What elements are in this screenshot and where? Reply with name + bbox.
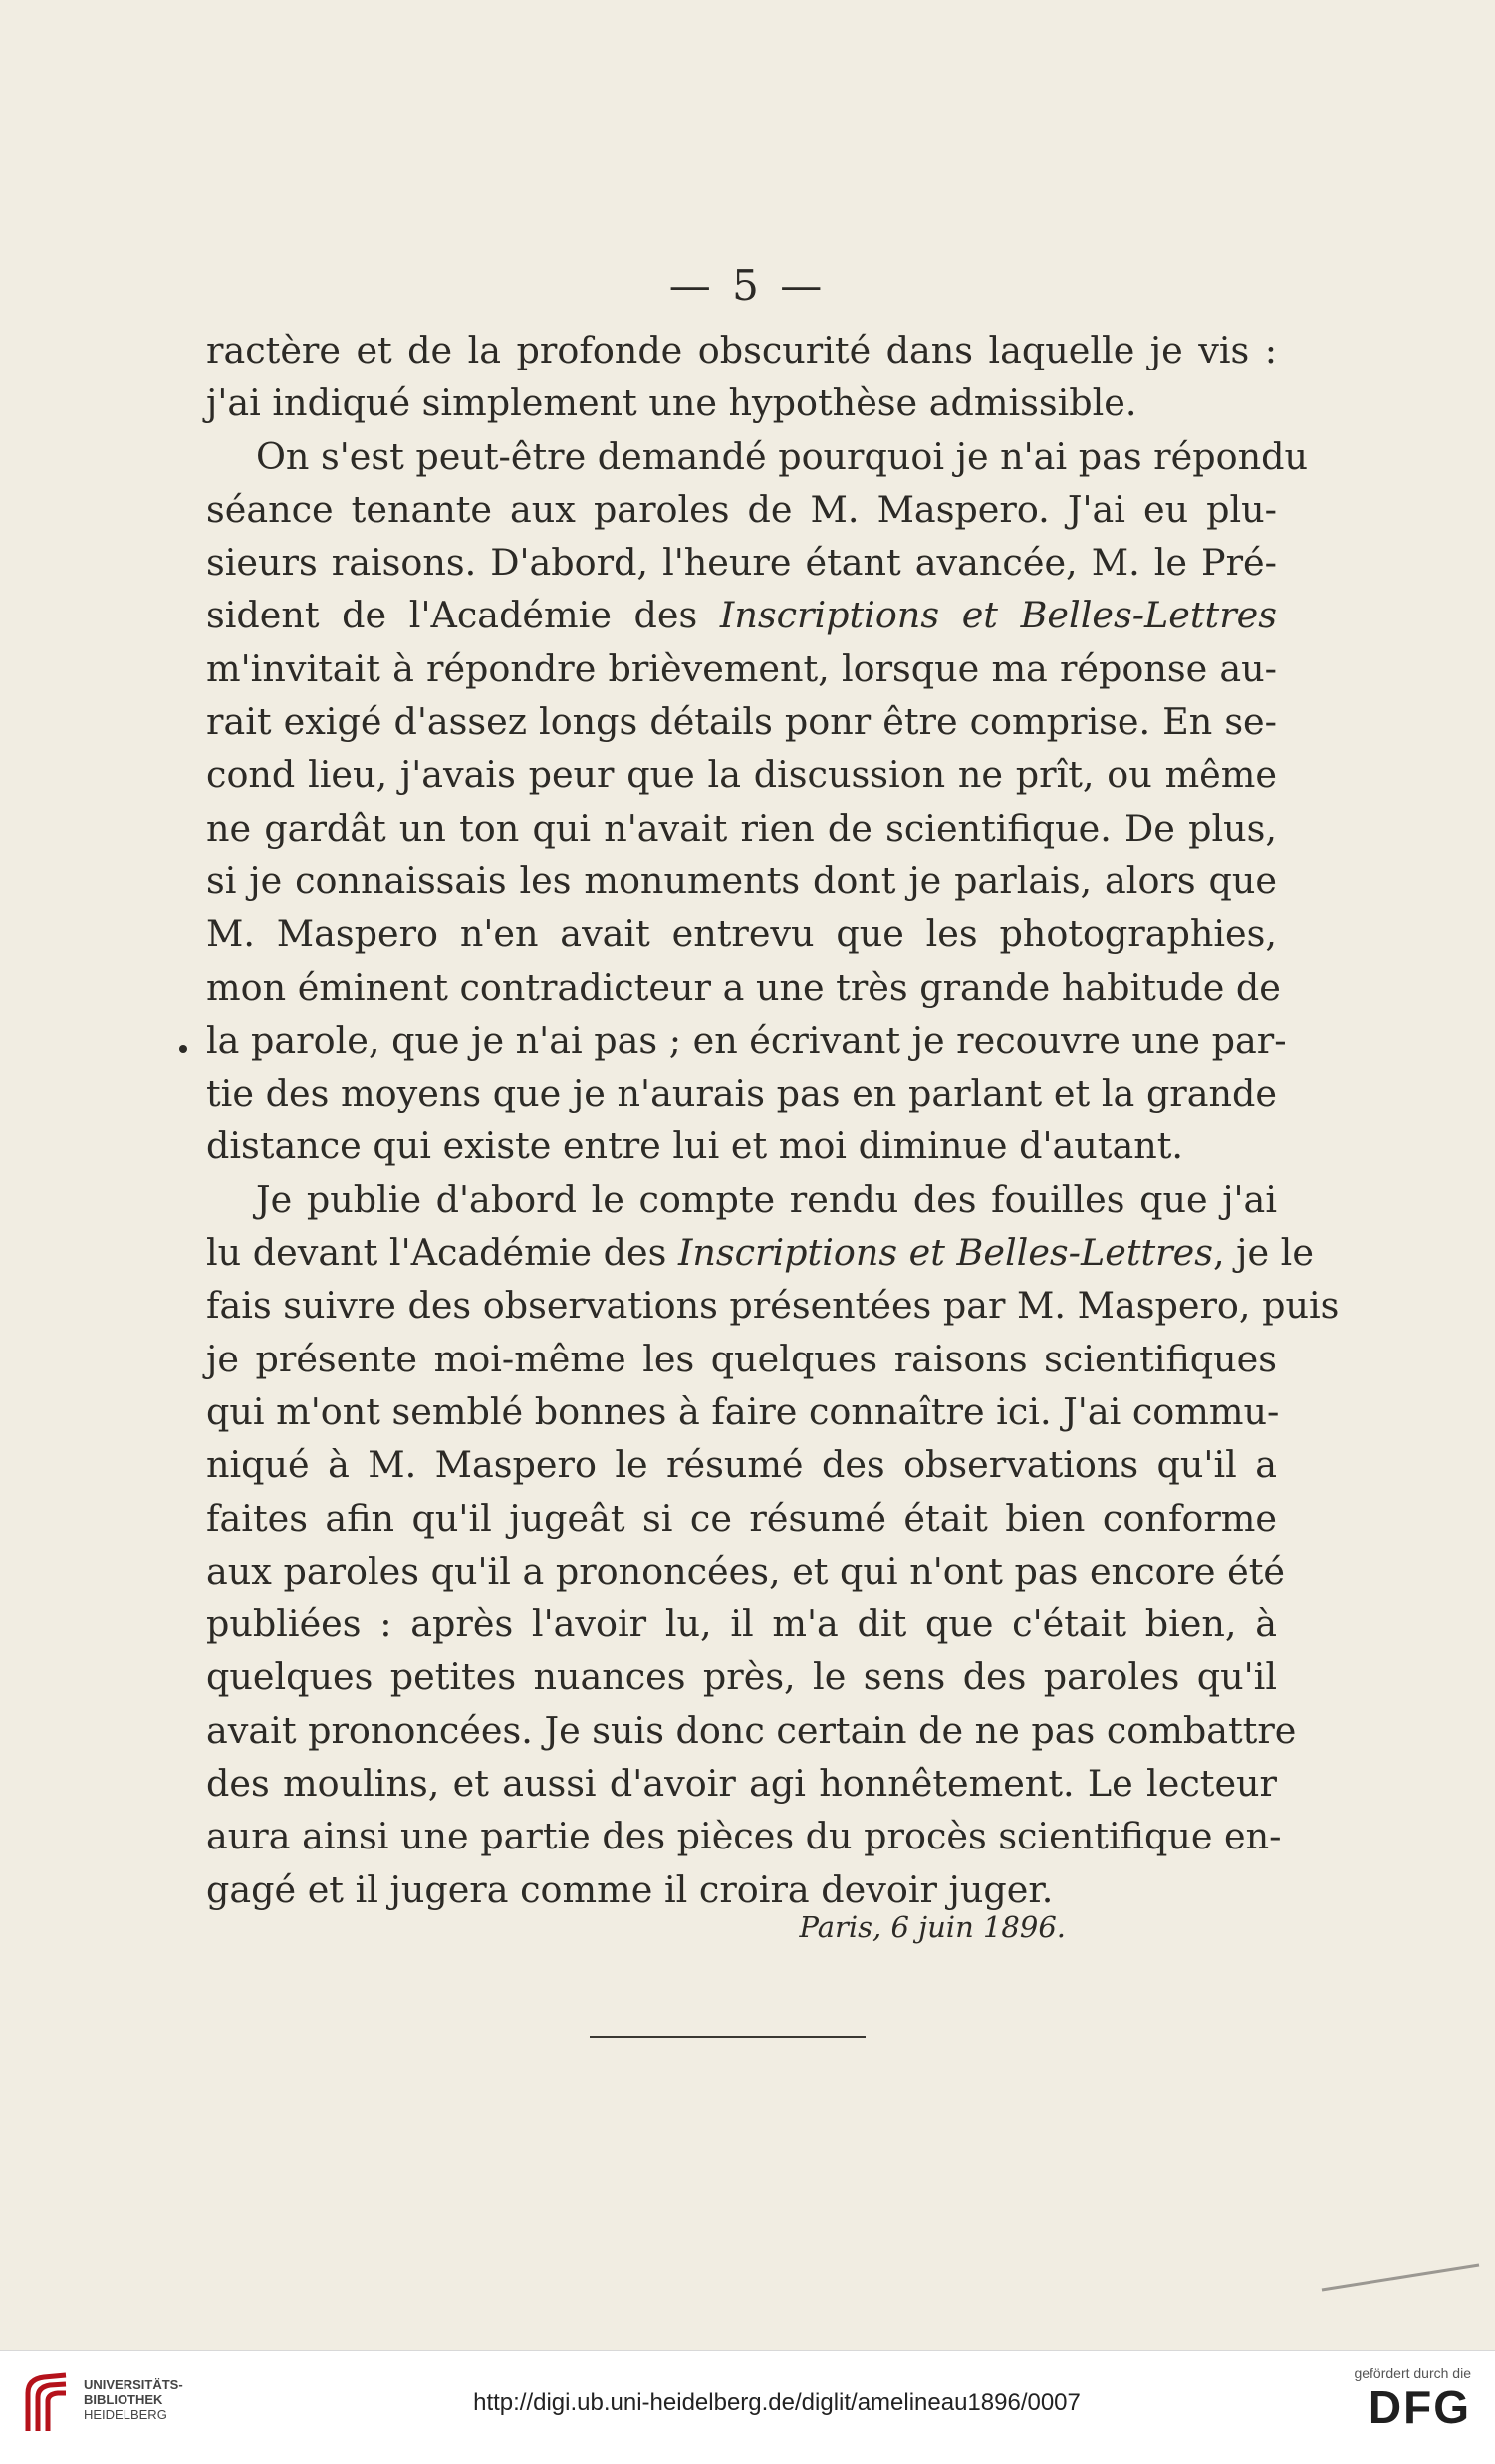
page-number: — 5 —: [668, 261, 827, 310]
text-line: tie des moyens que je n'aurais pas en parlant et la grande: [206, 1072, 1277, 1115]
text-line: si je connaissais les monuments dont je parlais, alors que: [206, 859, 1277, 902]
text-line: gagé et il jugera comme il croira devoir juger.: [206, 1867, 1054, 1911]
text-line: séance tenante aux paroles de M. Maspero. J'ai eu plu-: [206, 487, 1277, 531]
text-line: ne gardât un ton qui n'avait rien de scientifique. De plus,: [206, 806, 1277, 850]
text-line: ractère et de la profonde obscurité dans laquelle je vis :: [206, 329, 1277, 371]
bullet-mark: [179, 1045, 187, 1053]
closing-rule: [590, 2036, 866, 2038]
library-logo-icon: [22, 2371, 72, 2435]
footer-bar: [0, 2350, 1495, 2464]
text-line: des moulins, et aussi d'avoir agi honnêtement. Le lecteur: [206, 1762, 1277, 1806]
text-line: Je publie d'abord le compte rendu des fouilles que j'ai: [256, 1177, 1277, 1221]
text-line: aux paroles qu'il a prononcées, et qui n'ont pas encore été: [206, 1549, 1286, 1593]
text-line: j'ai indiqué simplement une hypothèse admissible.: [206, 381, 1137, 425]
text-line: M. Maspero n'en avait entrevu que les photographies,: [206, 912, 1277, 956]
text-line: mon éminent contradicteur a une très grande habitude de: [206, 965, 1281, 1009]
text-line: quelques petites nuances près, le sens des paroles qu'il: [206, 1655, 1277, 1699]
text-line: rait exigé d'assez longs détails ponr être comprise. En se-: [206, 700, 1277, 744]
body-text: [206, 324, 1340, 1916]
text-line: sieurs raisons. D'abord, l'heure étant avancée, M. le Pré-: [206, 541, 1277, 585]
text-line: avait prononcées. Je suis donc certain de ne pas combattre: [206, 1708, 1297, 1752]
text-line: distance qui existe entre lui et moi diminue d'autant.: [206, 1124, 1183, 1168]
library-name: UNIVERSITÄTS- BIBLIOTHEK HEIDELBERG: [84, 2377, 183, 2422]
text-line: qui m'ont semblé bonnes à faire connaître ici. J'ai commu-: [206, 1389, 1280, 1433]
dfg-logo: DFG: [1368, 2381, 1471, 2433]
signature-date: Paris, 6 juin 1896.: [799, 1910, 1066, 1944]
text-line: lu devant l'Académie des Inscriptions et Belles-Lettres, je le: [206, 1231, 1314, 1275]
text-line: je présente moi-même les quelques raisons scientifiques: [206, 1337, 1277, 1380]
funding-caption: gefördert durch die: [1354, 2365, 1471, 2381]
funder-block: [1322, 2365, 1471, 2433]
permalink-url[interactable]: http://digi.ub.uni-heidelberg.de/diglit/amelineau1896/0007: [473, 2389, 1081, 2416]
stray-pencil-mark: [1322, 2264, 1479, 2292]
text-line: sident de l'Académie des Inscriptions et Belles-Lettres: [206, 594, 1277, 637]
text-line: aura ainsi une partie des pièces du procès scientifique en-: [206, 1815, 1282, 1858]
text-line: niqué à M. Maspero le résumé des observations qu'il a: [206, 1443, 1277, 1487]
text-line: fais suivre des observations présentées par M. Maspero, puis: [206, 1284, 1340, 1328]
text-line: faites afin qu'il jugeât si ce résumé était bien conforme: [206, 1496, 1277, 1540]
text-line: On s'est peut-être demandé pourquoi je n'ai pas répondu: [256, 434, 1308, 478]
text-line: publiées : après l'avoir lu, il m'a dit que c'était bien, à: [206, 1602, 1277, 1646]
text-line: la parole, que je n'ai pas ; en écrivant je recouvre une par-: [206, 1018, 1287, 1062]
text-line: cond lieu, j'avais peur que la discussion ne prît, ou même: [206, 753, 1277, 797]
text-line: m'invitait à répondre brièvement, lorsque ma réponse au-: [206, 646, 1277, 690]
